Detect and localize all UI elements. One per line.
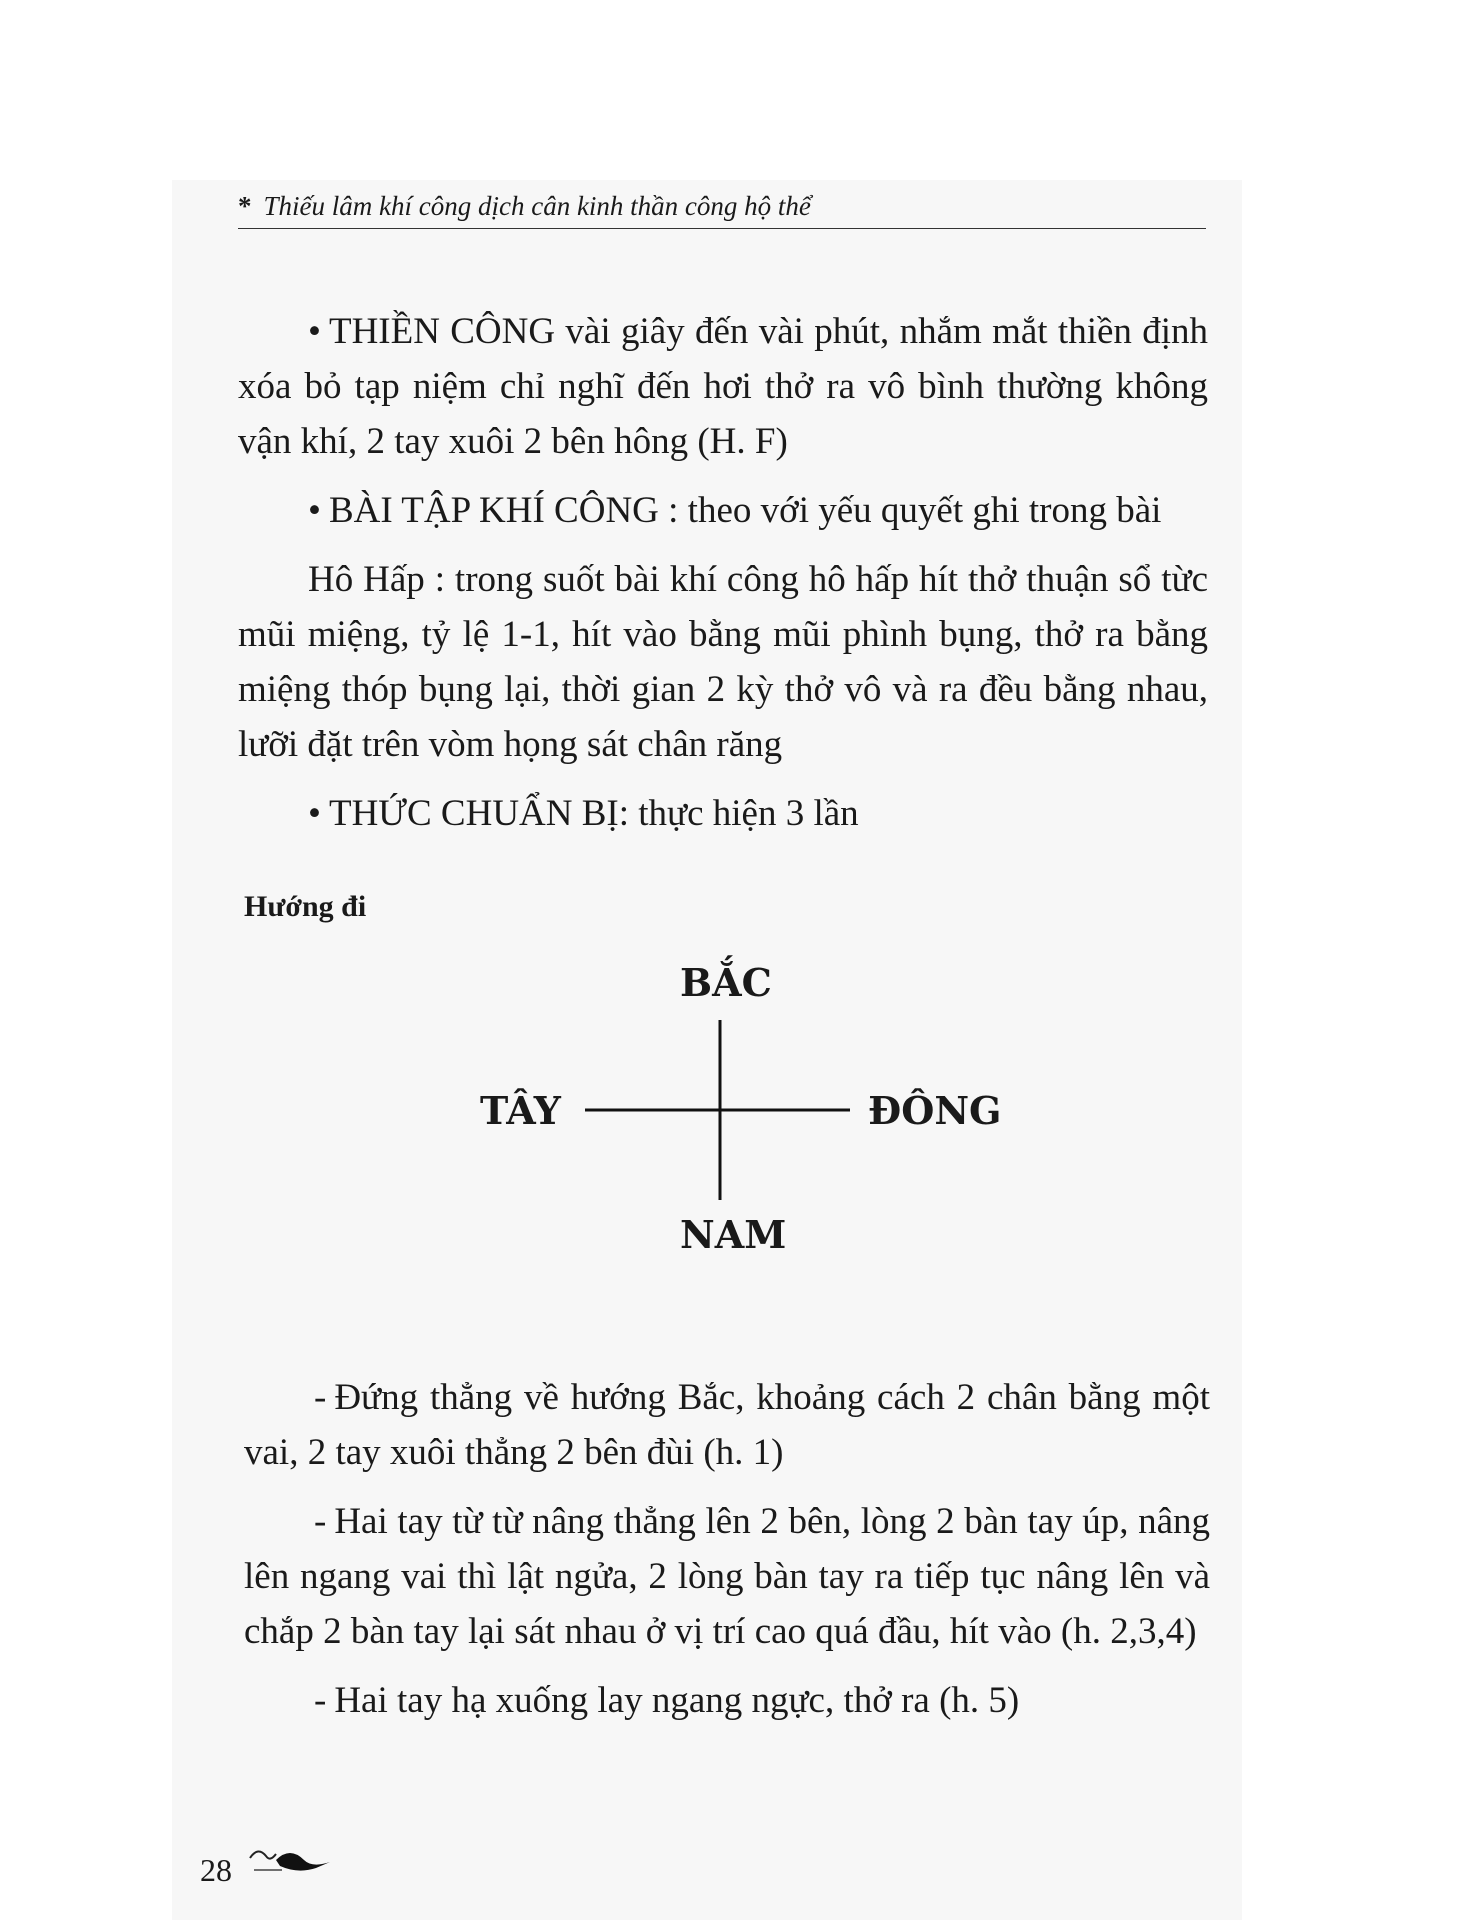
section-title: Hướng đi <box>244 890 367 923</box>
paragraph-step-3 <box>244 1673 1210 1728</box>
compass-south-label: NAM <box>680 1212 787 1257</box>
paragraph-ho-hap: Hô Hấp : trong suốt bài khí công hô hấp hít thở thuận sổ từc mũi miệng, tỷ lệ 1-1, hít vào bằng mũi phình bụng, thở ra bằng miệng thóp bụng lại, thời gian 2 kỳ thở vô và ra đều bằng nhau, lưỡi đặt trên vòm họng sát chân răng <box>238 559 1208 765</box>
paragraph-text: Đứng thẳng về hướng Bắc, khoảng cách 2 chân bằng một vai, 2 tay xuôi thẳng 2 bên đùi (h. 1) <box>244 1377 1210 1473</box>
star-icon: * <box>238 191 252 221</box>
dash-icon: - <box>314 1501 327 1542</box>
page-number: 28 <box>200 1852 232 1888</box>
compass-east-label: ĐÔNG <box>868 1088 1002 1133</box>
paragraph-text: THỨC CHUẨN BỊ: thực hiện 3 lần <box>328 793 859 834</box>
ornament-icon <box>246 1838 336 1878</box>
compass-north-label: BẮC <box>680 960 772 1005</box>
paragraph-step-2 <box>244 1494 1210 1659</box>
dash-icon: - <box>314 1680 327 1721</box>
paragraph-text: BÀI TẬP KHÍ CÔNG : theo với yếu quyết ghi trong bài <box>328 490 1162 531</box>
compass-west-label: TÂY <box>480 1088 561 1133</box>
paragraph-text: THIỀN CÔNG vài giây đến vài phút, nhắm mắt thiền định xóa bỏ tạp niệm chỉ nghĩ đến hơi thở ra vô bình thường không vận khí, 2 tay xuôi 2 bên hông (H. F) <box>238 311 1208 462</box>
running-title: Thiếu lâm khí công dịch cân kinh thần công hộ thể <box>263 191 811 221</box>
dash-icon: - <box>314 1377 327 1418</box>
bullet-icon: • <box>308 490 321 531</box>
bullet-icon: • <box>308 793 321 834</box>
bullet-icon: • <box>308 311 321 352</box>
paragraph-text: Hai tay từ từ nâng thẳng lên 2 bên, lòng 2 bàn tay úp, nâng lên ngang vai thì lật ngửa, 2 lòng bàn tay ra tiếp tục nâng lên và chắp 2 bàn tay lại sát nhau ở vị trí cao quá đầu, hít vào (h. 2,3,4) <box>244 1501 1210 1652</box>
paragraph-step-1 <box>244 1370 1210 1480</box>
paragraph-text: Hai tay hạ xuống lay ngang ngực, thở ra (h. 5) <box>334 1680 1020 1721</box>
bottom-text-block <box>244 1370 1210 1728</box>
